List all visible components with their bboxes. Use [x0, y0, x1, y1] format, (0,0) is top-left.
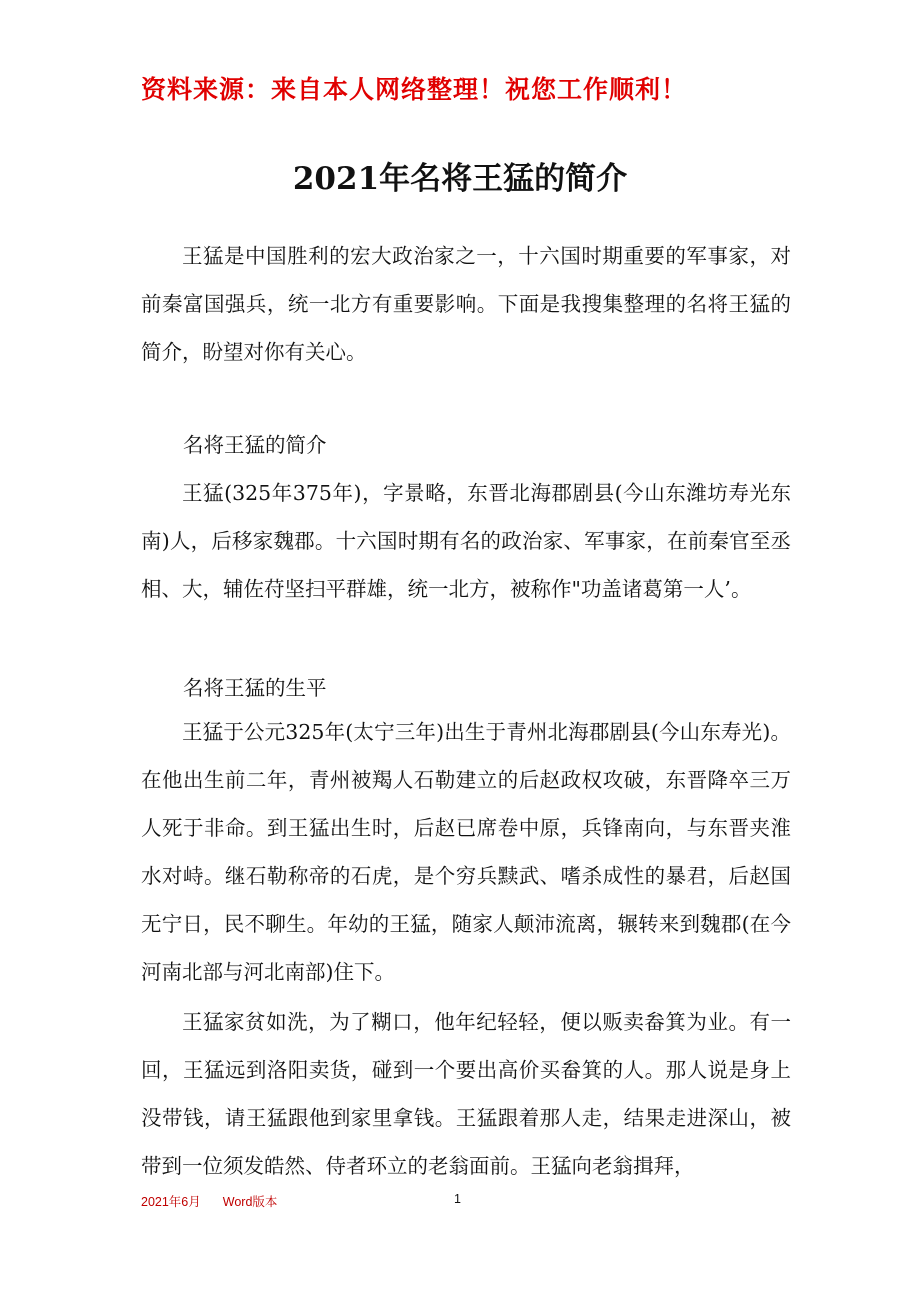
footer-version: Word版本 [222, 1195, 278, 1209]
footer-date-version [141, 1192, 277, 1210]
page-title: 2021年名将王猛的简介 [292, 161, 628, 197]
section-heading-intro: 名将王猛的简介 [183, 433, 327, 457]
source-notice: 资料来源：来自本人网络整理！祝您工作顺利！ [141, 75, 688, 104]
footer-date: 2021年6月 [141, 1195, 201, 1209]
intro-paragraph: 王猛是中国胜利的宏大政治家之一，十六国时期重要的军事家，对前秦富国强兵，统一北方有重要影响。下面是我搜集整理的名将王猛的简介，盼望对你有关心。 [141, 244, 791, 364]
bio-paragraph: 王猛(325年375年)，字景略，东晋北海郡剧县(今山东潍坊寿光东南)人，后移家魏郡。十六国时期有名的政治家、军事家，在前秦官至丞相、大，辅佐苻坚扫平群雄，统一北方，被称作"功盖诸葛第一人’。 [141, 481, 791, 601]
life-paragraph-1: 王猛于公元325年(太宁三年)出生于青州北海郡剧县(今山东寿光)。在他出生前二年，青州被羯人石勒建立的后赵政权攻破，东晋降卒三万人死于非命。到王猛出生时，后赵已席卷中原，兵锋南向，与东晋夹淮水对峙。继石勒称帝的石虎，是个穷兵黩武、嗜杀成性的暴君，后赵国无宁日，民不聊生。年幼的王猛，随家人颠沛流离，辗转来到魏郡(在今河南北部与河北南部)住下。 [141, 720, 791, 984]
life-paragraph-2: 王猛家贫如洗，为了糊口，他年纪轻轻，便以贩卖畚箕为业。有一回，王猛远到洛阳卖货，碰到一个要出高价买畚箕的人。那人说是身上没带钱，请王猛跟他到家里拿钱。王猛跟着那人走，结果走进深山，被带到一位须发皓然、侍者环立的老翁面前。王猛向老翁揖拜， [141, 1010, 791, 1178]
section-heading-life: 名将王猛的生平 [183, 676, 327, 700]
page-number: 1 [454, 1192, 461, 1206]
